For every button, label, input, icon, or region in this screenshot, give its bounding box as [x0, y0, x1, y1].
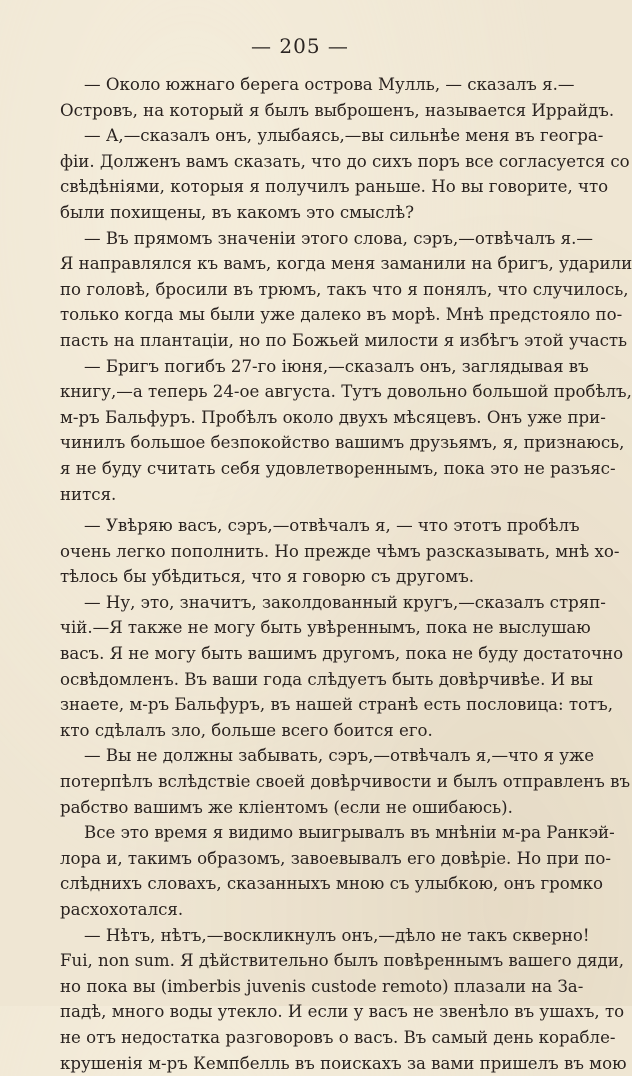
text-line: васъ. Я не могу быть вашимъ другомъ, пока не буду достаточно [60, 644, 624, 664]
page-number: — 205 — [251, 34, 349, 58]
paragraph [36, 226, 632, 354]
text-line: расхохотался. [60, 900, 184, 919]
paragraph [36, 72, 615, 123]
text-line: знаете, м-ръ Бальфуръ, въ нашей странѣ есть пословица: тотъ, [60, 695, 614, 715]
text-line: очень легко пополнить. Но прежде чѣмъ разсказывать, мнѣ хо- [60, 541, 620, 561]
text-line: Все это время я видимо выигрывалъ въ мнѣніи м-ра Ранкэй- [84, 823, 615, 843]
text-line: Островъ, на который я былъ выброшенъ, называется Иррайдъ. [60, 100, 615, 120]
text-line: — Увѣряю васъ, сэръ,—отвѣчалъ я, — что этотъ пробѣлъ [84, 516, 580, 536]
text-line: слѣднихъ словахъ, сказанныхъ мною съ улыбкою, онъ громко [60, 874, 604, 894]
text-line: — А,—сказалъ онъ, улыбаясь,—вы сильнѣе меня въ геогра- [84, 126, 604, 146]
paragraph [36, 123, 630, 225]
paragraph [36, 513, 620, 590]
paragraph [36, 923, 627, 1076]
text-line: были похищены, въ какомъ это смыслѣ? [60, 202, 415, 222]
paragraph [36, 590, 624, 744]
text-line: фіи. Долженъ вамъ сказать, что до сихъ поръ все согласуется со [60, 151, 630, 171]
text-line: — Въ прямомъ значеніи этого слова, сэръ,—отвѣчалъ я.— [84, 228, 593, 248]
text-line: — Нѣтъ, нѣтъ,—воскликнулъ онъ,—дѣло не такъ скверно! [84, 925, 590, 945]
text-line: но пока вы (imberbis juvenis custode remoto) плазали на За- [60, 976, 584, 996]
text-line: — Вы не должны забывать, сэръ,—отвѣчалъ я,—что я уже [84, 746, 595, 766]
text-line: рабство вашимъ же клiентомъ (если не ошибаюсь). [60, 797, 513, 817]
text-line: освѣдомленъ. Въ ваши года слѣдуетъ быть довѣрчивѣе. И вы [60, 669, 593, 689]
text-line: крушенія м-ръ Кемпбелль въ поискахъ за вами пришелъ въ мою [60, 1053, 627, 1073]
text-line: только когда мы были уже далеко въ морѣ. Мнѣ предстояло по- [60, 305, 623, 325]
text-line: свѣдѣніями, которыя я получилъ раньше. Но вы говорите, что [60, 177, 609, 197]
text-line: падѣ, много воды утекло. И если у васъ не звенѣло въ ушахъ, то [60, 1002, 625, 1022]
paragraph [36, 820, 615, 922]
text-line: кто сдѣлалъ зло, больше всего боится его. [60, 720, 433, 740]
paragraph [36, 354, 632, 508]
text-line: — Ну, это, значитъ, заколдованный кругъ,—сказалъ стряп- [84, 592, 606, 612]
text-line: Fui, non sum. Я дѣйствительно былъ повѣреннымъ вашего дяди, [60, 951, 625, 971]
paragraph [36, 743, 631, 820]
text-line: чій.—Я также не могу быть увѣреннымъ, пока не выслушаю [60, 618, 591, 638]
text-line: — Около южнаго берега острова Мулль, — сказалъ я.— [84, 75, 575, 94]
text-line: — Бригъ погибъ 27-го іюня,—сказалъ онъ, заглядывая въ [84, 356, 589, 376]
text-line: Я направлялся къ вамъ, когда меня заманили на бригъ, ударили [60, 254, 632, 274]
text-line: я не буду считать себя удовлетвореннымъ, пока это не разъяс- [60, 458, 616, 478]
text-line: пасть на плантаціи, но по Божьей милости я избѣгъ этой участь [60, 330, 628, 350]
text-line: не отъ недостатка разговоровъ о васъ. Въ самый день корабле- [60, 1027, 616, 1047]
page-body-text [36, 72, 632, 1076]
text-line: книгу,—а теперь 24-ое августа. Тутъ довольно большой пробѣлъ, [60, 382, 632, 402]
text-line: потерпѣлъ вслѣдствіе своей довѣрчивости и былъ отправленъ въ [60, 772, 631, 792]
text-line: тѣлось бы убѣдиться, что я говорю съ другомъ. [60, 567, 475, 587]
text-line: лора и, такимъ образомъ, завоевывалъ его довѣріе. Но при по- [60, 848, 612, 868]
text-line: м-ръ Бальфуръ. Пробѣлъ около двухъ мѣсяцевъ. Онъ уже при- [60, 407, 606, 427]
text-line: по головѣ, бросили въ трюмъ, такъ что я понялъ, что случилось, [60, 279, 629, 299]
text-line: чинилъ большое безпокойство вашимъ друзьямъ, я, признаюсь, [60, 433, 625, 453]
text-line: нится. [60, 484, 117, 504]
